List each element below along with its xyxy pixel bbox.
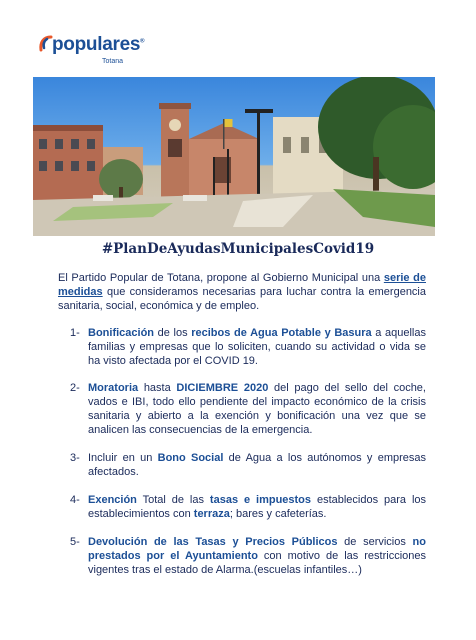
item-body (88, 493, 426, 521)
item-text: hasta (138, 382, 177, 394)
item-number: 5- (70, 536, 80, 548)
item-text: ; bares y cafeterías. (229, 508, 327, 520)
logo-subtitle: Totana (102, 58, 124, 65)
item-text: Bono Social (157, 452, 224, 464)
item-text: Total de las (136, 494, 210, 506)
item-text: Exención (88, 494, 137, 506)
logo-wordmark: populares® (52, 34, 145, 55)
intro-text-after: que consideramos necesarias para luchar contra la emergencia sanitaria, social, económica y de empleo. (58, 286, 426, 312)
town-square-photo (33, 77, 435, 236)
item-number: 3- (70, 452, 80, 464)
measure-item-2 (70, 381, 426, 437)
item-text: DICIEMBRE 2020 (176, 382, 269, 394)
intro-emphasis: serie de medidas (58, 272, 426, 298)
item-body (88, 451, 426, 479)
item-text: Incluir en un (88, 452, 158, 464)
item-text: a aquellas familias y empresas que lo soliciten, cuando su actividad o vida se ha visto afectada por el COVID 19. (88, 327, 426, 367)
item-number: 4- (70, 494, 80, 506)
item-text: recibos de Agua Potable y Basura (191, 327, 372, 339)
intro-paragraph (58, 271, 426, 313)
item-body (88, 326, 426, 368)
item-text: tasas e impuestos (209, 494, 312, 506)
item-text: de servicios (337, 536, 413, 548)
item-text: establecidos para los establecimientos con (88, 494, 427, 520)
item-text: de Agua a los autónomos y empresas afectados. (88, 452, 427, 478)
item-text: del pago del sello del coche, vados e IBI, todo ello pendiente del impacto económico de la crisis sanitaria y abierto a la exención y bonificación una vez que se analicen las consecuencias de la emergencia. (88, 382, 426, 436)
item-text: con motivo de las restricciones vigentes tras el estado de Alarma.(escuelas infantiles…) (88, 550, 427, 576)
item-body (88, 381, 426, 437)
measure-item-3 (70, 451, 426, 479)
intro-text-before: El Partido Popular de Totana, propone al Gobierno Municipal una (58, 272, 384, 284)
item-text: no prestados por el Ayuntamiento (88, 536, 426, 562)
item-text: Moratoria (88, 382, 139, 394)
item-text: terraza (193, 508, 230, 520)
item-text: Bonificación (88, 327, 155, 339)
item-text: de los (154, 327, 192, 339)
measure-item-5 (70, 535, 426, 577)
item-number: 2- (70, 382, 80, 394)
measure-item-4 (70, 493, 426, 521)
hashtag-heading: #PlanDeAyudasMunicipalesCovid19 (101, 241, 375, 257)
item-body (88, 535, 426, 577)
item-text: Devolución de las Tasas y Precios Públicos (88, 536, 338, 548)
measure-item-1 (70, 326, 426, 368)
populares-logo (38, 34, 148, 70)
item-number: 1- (70, 327, 80, 339)
